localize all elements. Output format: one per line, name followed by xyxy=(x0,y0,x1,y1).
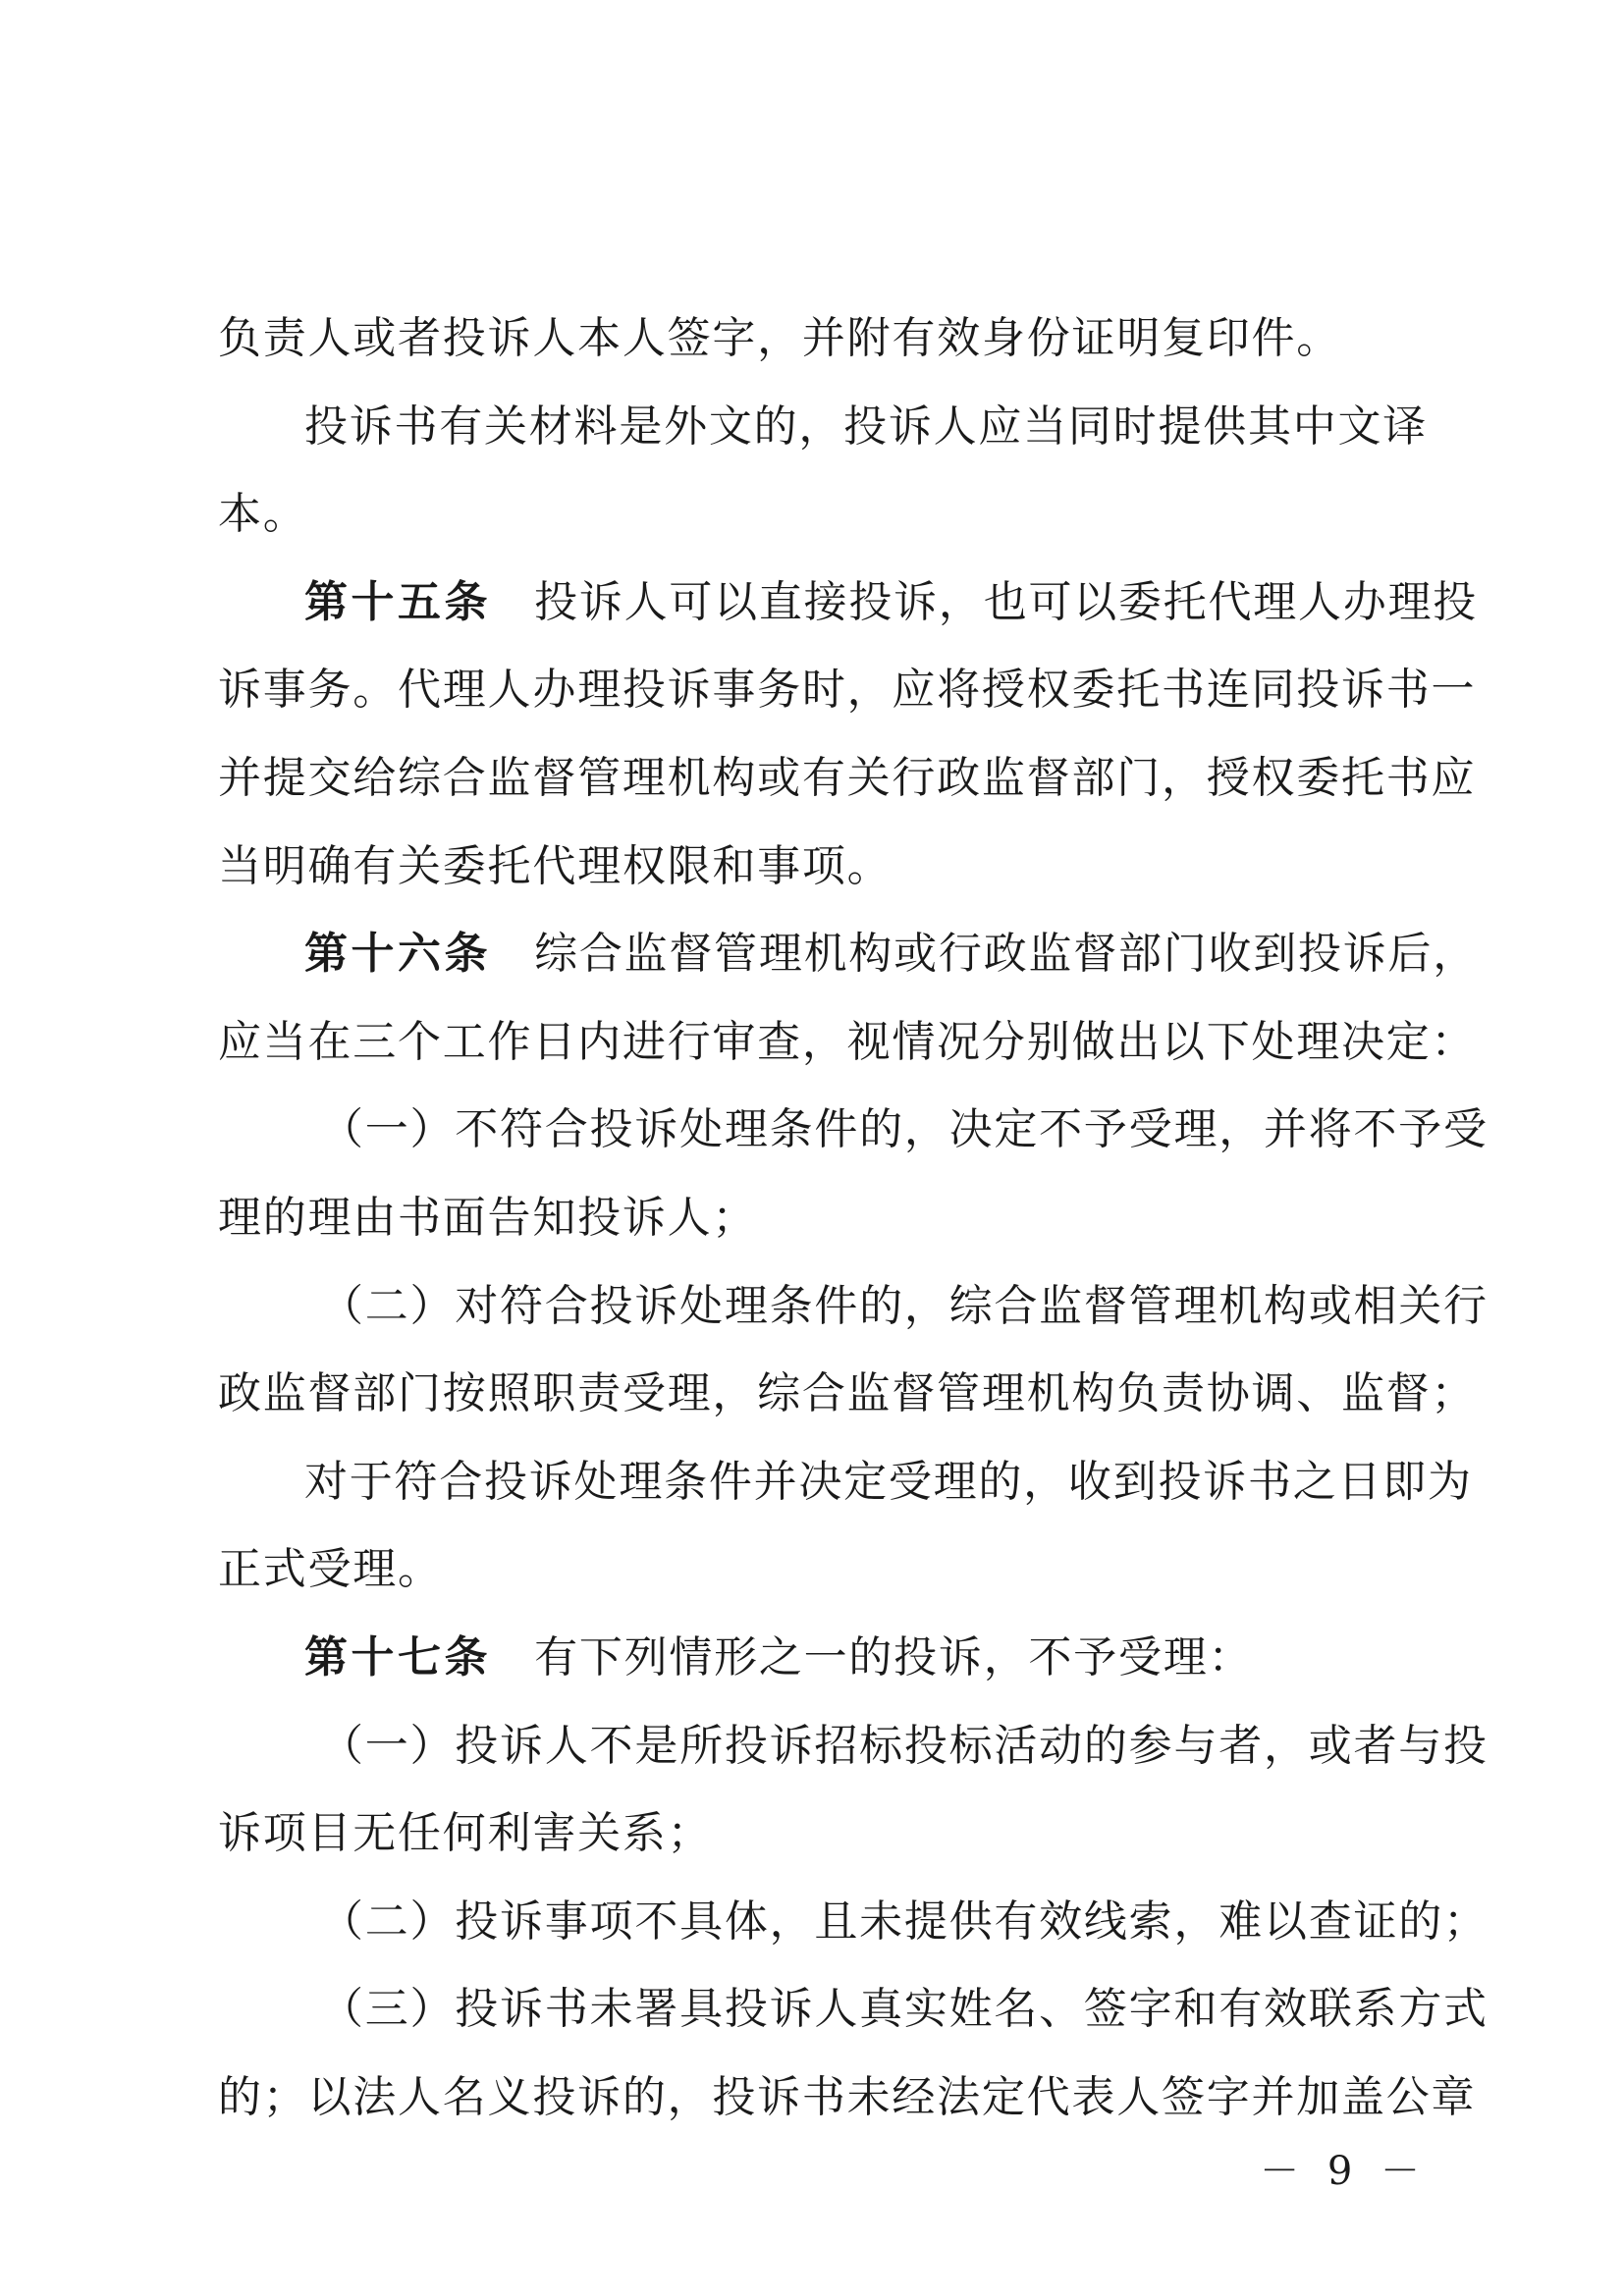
article-15-label: 第十五条 xyxy=(304,576,492,627)
text-line: 理的理由书面告知投诉人； xyxy=(218,1192,758,1243)
text-line: 对于符合投诉处理条件并决定受理的，收到投诉书之日即为 xyxy=(304,1456,1473,1507)
list-item: （一）投诉人不是所投诉招标投标活动的参与者，或者与投 xyxy=(320,1720,1489,1771)
document-body xyxy=(218,294,1489,2141)
text-line: 并提交给综合监督管理机构或有关行政监督部门，授权委托书应 xyxy=(218,752,1477,803)
text-line: 投诉书有关材料是外文的，投诉人应当同时提供其中文译 xyxy=(304,400,1428,452)
text-line: 的；以法人名义投诉的，投诉书未经法定代表人签字并加盖公章 xyxy=(218,2071,1477,2122)
list-item: （一）不符合投诉处理条件的，决定不予受理，并将不予受 xyxy=(320,1104,1489,1155)
text-line: 诉事务。代理人办理投诉事务时，应将授权委托书连同投诉书一 xyxy=(218,665,1477,716)
article-17-text: 有下列情形之一的投诉，不予受理： xyxy=(534,1631,1254,1682)
article-17-label: 第十七条 xyxy=(304,1631,492,1682)
text-line: 本。 xyxy=(218,489,308,540)
page-number: － 9 － xyxy=(1260,2149,1428,2194)
article-15-first-line xyxy=(218,559,1479,647)
article-15-text: 投诉人可以直接投诉，也可以委托代理人办理投 xyxy=(534,576,1479,627)
text-line: 当明确有关委托代理权限和事项。 xyxy=(218,840,893,891)
list-item: （二）对符合投诉处理条件的，综合监督管理机构或相关行 xyxy=(320,1280,1489,1331)
text-line: 诉项目无任何利害关系； xyxy=(218,1808,713,1859)
list-item: （三）投诉书未署具投诉人真实姓名、签字和有效联系方式 xyxy=(320,1984,1489,2035)
text-line: 应当在三个工作日内进行审查，视情况分别做出以下处理决定： xyxy=(218,1016,1477,1067)
article-17-first-line xyxy=(218,1614,1428,1702)
text-line: 负责人或者投诉人本人签字，并附有效身份证明复印件。 xyxy=(218,313,1341,363)
text-line: 正式受理。 xyxy=(218,1544,443,1595)
article-16-text: 综合监督管理机构或行政监督部门收到投诉后， xyxy=(534,929,1479,980)
text-line: 政监督部门按照职责受理，综合监督管理机构负责协调、监督； xyxy=(218,1368,1477,1419)
article-16-label: 第十六条 xyxy=(304,929,492,980)
list-item: （二）投诉事项不具体，且未提供有效线索，难以查证的； xyxy=(320,1896,1489,1947)
article-16-first-line xyxy=(218,910,1479,998)
